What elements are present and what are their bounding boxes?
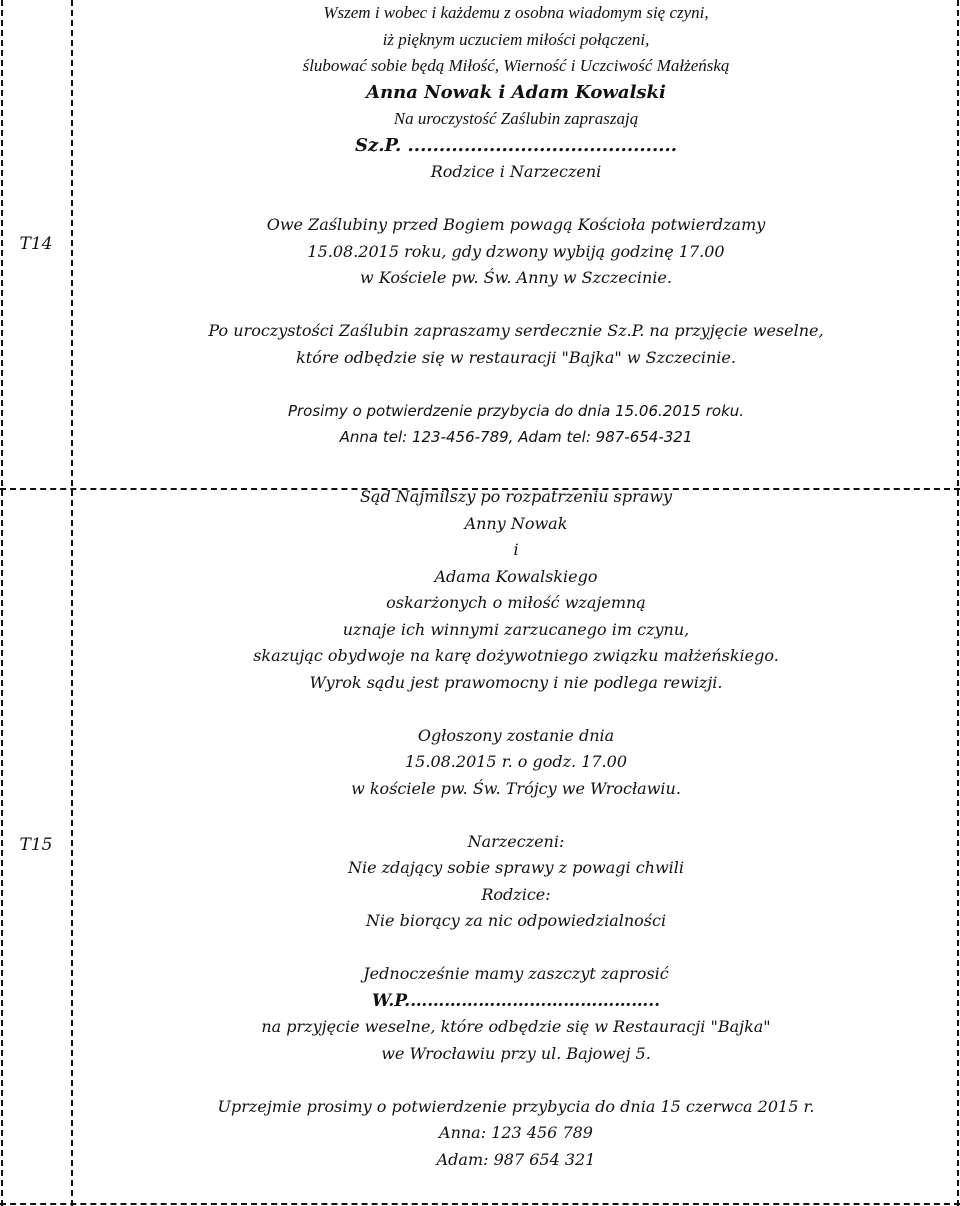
text-line: na przyjęcie weselne, które odbędzie się w Restauracji "Bajka" xyxy=(261,1017,771,1036)
guest-placeholder: W.P.…………………………………….. xyxy=(371,990,661,1011)
row-label-t15: T15 xyxy=(19,835,53,855)
text-line: Ogłoszony zostanie dnia xyxy=(417,725,615,745)
text-line: Wyrok sądu jest prawomocny i nie podlega rewizji. xyxy=(309,672,723,692)
text-line: Narzeczeni: xyxy=(467,831,565,851)
ceremony-place: w Kościele pw. Św. Anny w Szczecinie. xyxy=(360,268,672,287)
text-line: Nie biorący za nic odpowiedzialności xyxy=(365,911,667,930)
text-line: Wszem i wobec i każdemu z osobna wiadomym się czyni, xyxy=(323,3,709,22)
text-line: Sąd Najmilszy po rozpatrzeniu sprawy xyxy=(359,487,673,506)
invitation-t14 xyxy=(74,0,958,451)
contact-line: Adam: 987 654 321 xyxy=(436,1149,596,1169)
text-line: Rodzice i Narzeczeni xyxy=(430,162,602,181)
groom-bride-name: Anny Nowak xyxy=(464,513,568,533)
text-line: Jednocześnie mamy zaszczyt zaprosić xyxy=(363,964,669,983)
text-line: i xyxy=(513,540,519,559)
contact-line: Anna: 123 456 789 xyxy=(439,1123,593,1142)
ceremony-date: 15.08.2015 r. o godz. 17.00 xyxy=(405,752,627,771)
text-line: we Wrocławiu przy ul. Bajowej 5. xyxy=(381,1043,651,1063)
ceremony-date: 15.08.2015 roku, gdy dzwony wybiją godzinę 17.00 xyxy=(307,241,725,261)
text-line: Rodzice: xyxy=(481,884,551,904)
ceremony-place: w kościele pw. Św. Trójcy we Wrocławiu. xyxy=(351,778,681,798)
groom-bride-name: Adama Kowalskiego xyxy=(434,566,598,586)
rsvp-line: Prosimy o potwierdzenie przybycia do dnia 15.06.2015 roku. xyxy=(287,401,745,420)
text-line: które odbędzie się w restauracji "Bajka" w Szczecinie. xyxy=(296,347,736,367)
text-line: oskarżonych o miłość wzajemną xyxy=(386,593,646,612)
couple-names: Anna Nowak i Adam Kowalski xyxy=(366,81,666,103)
text-line: Na uroczystość Zaślubin zapraszają xyxy=(393,109,639,128)
text-line: Nie zdający sobie sprawy z powagi chwili xyxy=(347,858,685,877)
left-dashed-border xyxy=(1,0,3,1206)
text-line: uznaje ich winnymi zarzucanego im czynu, xyxy=(342,619,690,639)
bottom-dashed-border xyxy=(0,1203,960,1205)
text-line: skazując obydwoje na karę dożywotniego związku małżeńskiego. xyxy=(253,646,779,665)
text-line: iż pięknym uczuciem miłości połączeni, xyxy=(382,29,650,49)
row-label-t14: T14 xyxy=(19,234,53,254)
rsvp-line: Uprzejmie prosimy o potwierdzenie przybycia do dnia 15 czerwca 2015 r. xyxy=(217,1096,815,1116)
contact-line: Anna tel: 123-456-789, Adam tel: 987-654-321 xyxy=(339,428,693,446)
text-line: Owe Zaślubiny przed Bogiem powagą Kościoła potwierdzamy xyxy=(266,215,766,234)
label-column-divider xyxy=(71,0,73,1206)
invitation-t15 xyxy=(74,484,958,1173)
guest-placeholder: Sz.P. ........................................... xyxy=(354,134,678,156)
text-line: Po uroczystości Zaślubin zapraszamy serdecznie Sz.P. na przyjęcie weselne, xyxy=(208,321,824,340)
text-line: ślubować sobie będą Miłość, Wierność i Uczciwość Małżeńską xyxy=(302,56,730,75)
